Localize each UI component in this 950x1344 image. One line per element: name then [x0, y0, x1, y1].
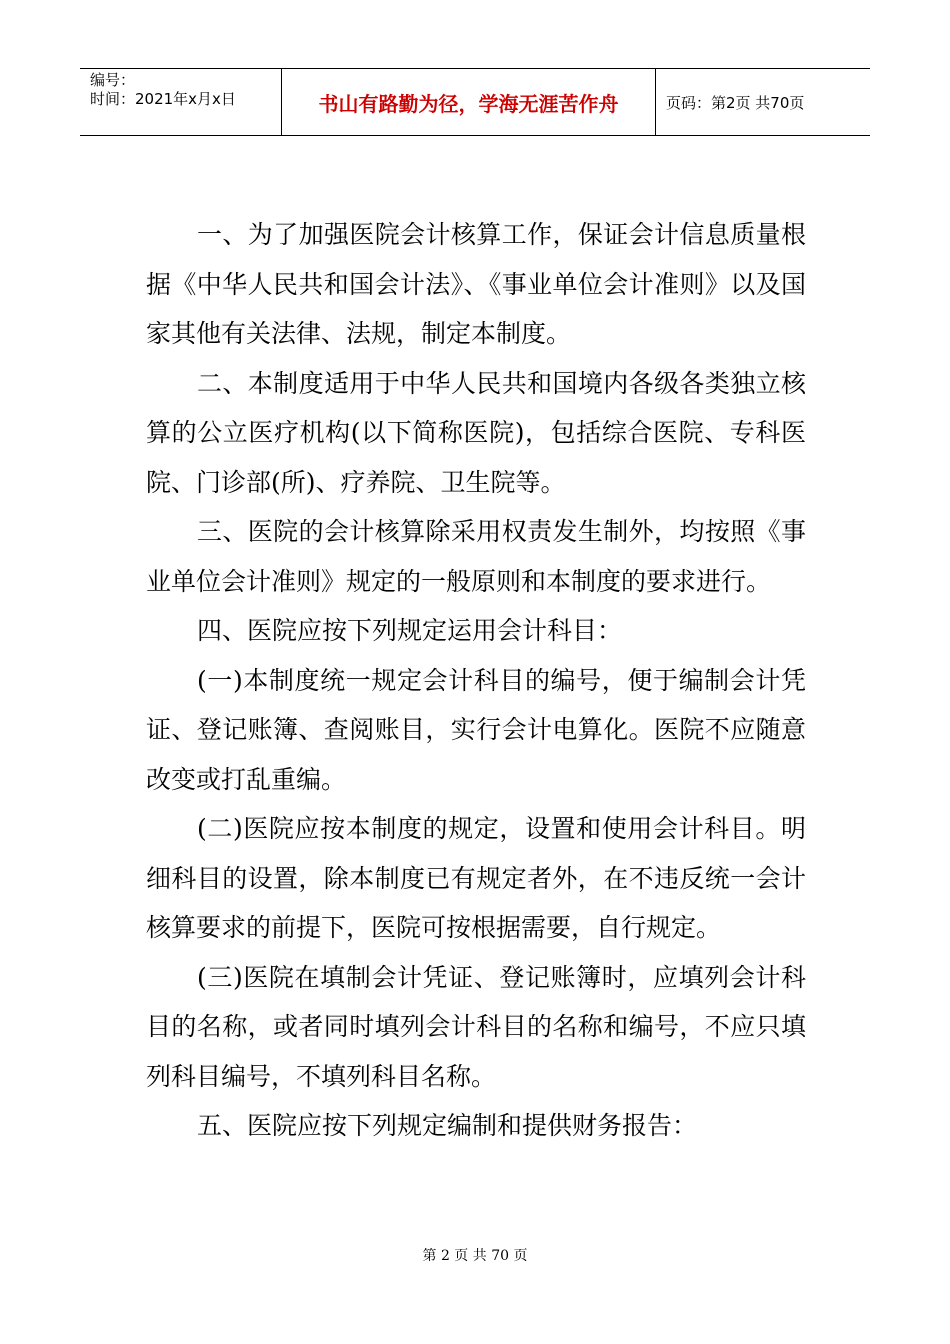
paragraph-1: 一、为了加强医院会计核算工作，保证会计信息质量根据《中华人民共和国会计法》、《事业单位会计准则》以及国家其他有关法律、法规，制定本制度。 — [146, 220, 806, 348]
paragraph-2: 二、本制度适用于中华人民共和国境内各级各类独立核算的公立医疗机构(以下简称医院)，包括综合医院、专科医院、门诊部(所)、疗养院、卫生院等。 — [146, 368, 806, 497]
paragraph-3: 三、医院的会计核算除采用权责发生制外，均按照《事业单位会计准则》规定的一般原则和本制度的要求进行。 — [146, 517, 806, 596]
header-motto: 书山有路勤为径，学海无涯苦作舟 — [282, 69, 656, 135]
document-body — [146, 210, 806, 1151]
header-page-info: 页码：第2页 共70页 — [666, 93, 805, 112]
header-meta — [80, 69, 282, 135]
paragraph-5: (一)本制度统一规定会计科目的编号，便于编制会计凭证、登记账簿、查阅账目，实行会计电算化。医院不应随意改变或打乱重编。 — [146, 665, 806, 794]
page-header — [80, 68, 870, 136]
paragraph-8: 五、医院应按下列规定编制和提供财务报告： — [197, 1111, 698, 1140]
paragraph-4: 四、医院应按下列规定运用会计科目： — [197, 616, 623, 645]
paragraph-7: (三)医院在填制会计凭证、登记账簿时，应填列会计科目的名称，或者同时填列会计科目的名称和编号，不应只填列科目编号，不填列科目名称。 — [146, 962, 806, 1091]
page-footer: 第 2 页 共 70 页 — [422, 1248, 528, 1264]
time-label: 时间：2021年x月x日 — [90, 90, 236, 108]
paragraph-6: (二)医院应按本制度的规定，设置和使用会计科目。明细科目的设置，除本制度已有规定者外，在不违反统一会计核算要求的前提下，医院可按根据需要，自行规定。 — [146, 814, 806, 942]
number-label: 编号： — [90, 71, 136, 89]
